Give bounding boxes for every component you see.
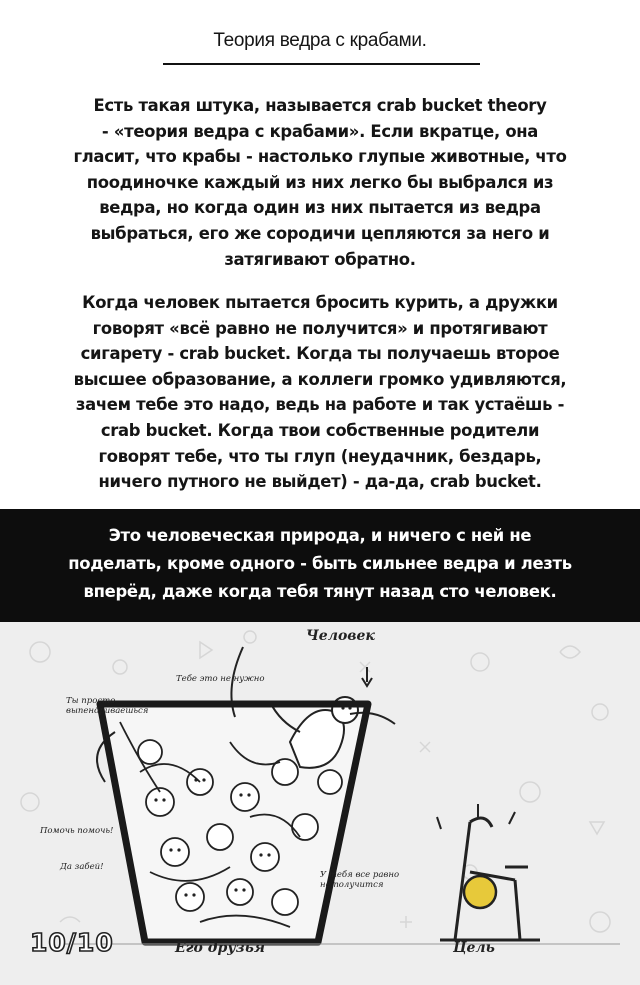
examples-paragraph <box>20 290 620 495</box>
paragraph-line: говорят «всё равно не получится» и протягивают <box>92 318 548 338</box>
paragraph-line: - «теория ведра с крабами». Если вкратце, она <box>101 121 539 141</box>
bike-flywheel <box>464 876 496 908</box>
note-show-off: Ты просто выпендриваешься <box>66 696 149 716</box>
conclusion-text <box>0 522 640 606</box>
paragraph-line: поодиночке каждый из них легко бы выбрался из <box>86 172 554 192</box>
paragraph-line: crab bucket. Когда твои собственные родители <box>100 420 540 440</box>
page-title: Теория ведра с крабами. <box>213 30 427 51</box>
paragraph-line: Есть такая штука, называется crab bucket theory <box>93 96 547 115</box>
paragraph-line: сигарету - crab bucket. Когда ты получаешь второе <box>80 344 560 364</box>
paragraph-line: говорят тебе, что ты глуп (неудачник, бездарь, <box>98 446 542 466</box>
conclusion-line: поделать, кроме одного - быть сильнее ведра и лезть <box>68 554 572 573</box>
note-wont-work: У тебя все равно не получится <box>320 870 400 890</box>
label-person: Человек <box>306 628 375 644</box>
paragraph-line: затягивают обратно. <box>224 249 416 269</box>
conclusion-line: Это человеческая природа, и ничего с ней не <box>108 526 532 545</box>
paragraph-line: гласит, что крабы - настолько глупые животные, что <box>73 147 567 167</box>
label-friends: Его друзья <box>175 940 265 956</box>
paragraph-line: Когда человек пытается бросить курить, а дружки <box>82 293 558 312</box>
conclusion-line: вперёд, даже когда тебя тянут назад сто человек. <box>83 582 557 601</box>
paragraph-line: ведра, но когда один из них пытается из ведра <box>99 198 541 218</box>
note-come-back: Да забей! <box>60 862 104 872</box>
label-goal: Цель <box>453 940 495 956</box>
note-help: Помочь помочь! <box>40 826 114 836</box>
title-underline <box>163 63 480 65</box>
note-not-needed: Тебе это не нужно <box>176 674 265 684</box>
paragraph-line: высшее образование, а коллеги громко удивляются, <box>73 369 567 389</box>
page-indicator: 10/10 <box>30 928 114 957</box>
intro-paragraph <box>20 93 620 272</box>
paragraph-line: ничего путного не выйдет) - да-да, crab bucket. <box>98 472 542 492</box>
goal-rays <box>437 804 515 829</box>
paragraph-line: выбраться, его же сородичи цепляются за него и <box>90 223 550 243</box>
paragraph-line: зачем тебе это надо, ведь на работе и так устаёшь - <box>75 395 565 415</box>
